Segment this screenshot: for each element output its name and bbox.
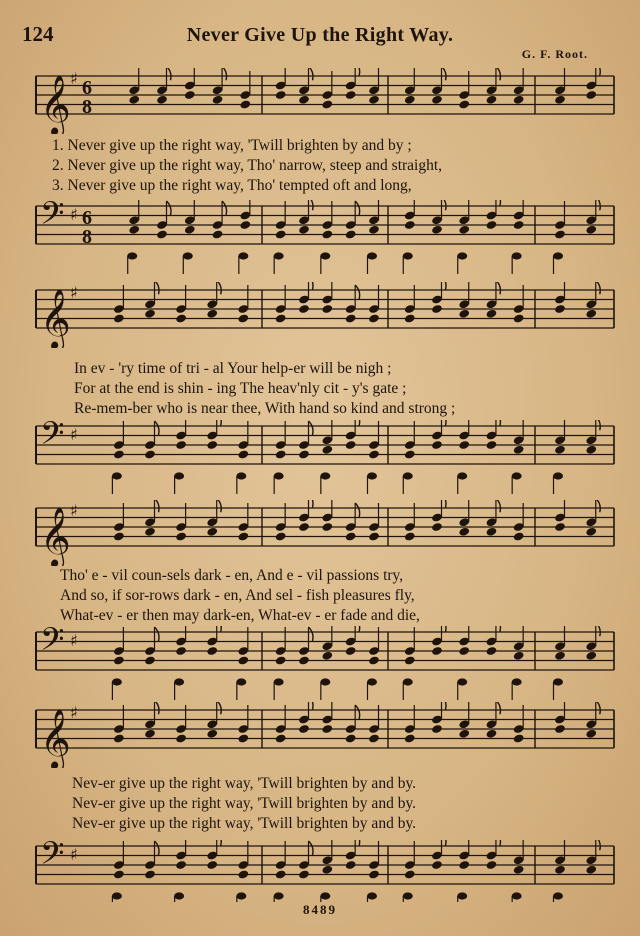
note-icon (458, 99, 470, 109)
note-icon (554, 304, 566, 314)
note-icon (144, 729, 156, 739)
sharp-icon: ♯ (70, 205, 78, 224)
note-icon (275, 449, 287, 459)
note-icon (206, 729, 218, 739)
note-icon (212, 229, 224, 239)
note-icon (175, 313, 187, 323)
note-icon (345, 90, 357, 100)
bass-clef-icon: 𝄢 (40, 840, 65, 879)
note-icon (113, 313, 125, 323)
note-icon (345, 646, 357, 656)
note-icon (237, 531, 249, 541)
note-icon (144, 869, 156, 879)
treble-staff (0, 702, 640, 768)
note-icon (368, 869, 380, 879)
lyric-line: What-ev - er then may dark-en, What-ev - er fade and die, (60, 607, 420, 624)
note-icon (404, 869, 416, 879)
note-icon (113, 733, 125, 743)
note-icon (486, 729, 498, 739)
note-icon (368, 95, 380, 105)
note-icon (431, 95, 443, 105)
time-signature-top: 6 (82, 207, 92, 229)
note-icon (156, 95, 168, 105)
note-icon (128, 95, 140, 105)
lyric-line: 1. Never give up the right way, 'Twill brighten by and by ; (52, 137, 412, 154)
note-icon (321, 651, 333, 661)
treble-clef-icon: 𝄞 (40, 289, 71, 348)
note-icon (237, 869, 249, 879)
note-icon (175, 860, 187, 870)
note-icon (298, 869, 310, 879)
note-icon (368, 655, 380, 665)
note-icon (345, 860, 357, 870)
note-icon (239, 99, 251, 109)
note-icon (237, 655, 249, 665)
note-icon (486, 860, 498, 870)
note-icon (513, 313, 525, 323)
note-icon (113, 869, 125, 879)
note-icon (404, 655, 416, 665)
note-icon (585, 309, 597, 319)
note-icon (458, 860, 470, 870)
note-icon (206, 646, 218, 656)
note-icon (513, 865, 525, 875)
note-icon (368, 733, 380, 743)
sharp-icon: ♯ (70, 69, 78, 88)
note-icon (175, 531, 187, 541)
note-icon (486, 309, 498, 319)
note-icon (458, 729, 470, 739)
note-icon (175, 733, 187, 743)
note-icon (298, 95, 310, 105)
note-icon (298, 304, 310, 314)
note-icon (298, 225, 310, 235)
note-icon (144, 527, 156, 537)
note-icon (458, 527, 470, 537)
treble-staff (0, 282, 640, 348)
note-icon (144, 309, 156, 319)
note-icon (554, 651, 566, 661)
bass-staff (0, 420, 640, 502)
note-icon (275, 655, 287, 665)
note-icon (275, 869, 287, 879)
note-icon (156, 229, 168, 239)
note-icon (513, 651, 525, 661)
note-icon (345, 733, 357, 743)
note-icon (298, 449, 310, 459)
note-icon (554, 229, 566, 239)
note-icon (404, 313, 416, 323)
note-icon (144, 449, 156, 459)
lyric-line: 2. Never give up the right way, Tho' narrow, steep and straight, (52, 157, 443, 174)
note-icon (585, 527, 597, 537)
lyric-line: Nev-er give up the right way, 'Twill brighten by and by. (72, 775, 417, 792)
note-icon (298, 522, 310, 532)
sharp-icon: ♯ (70, 703, 78, 722)
note-icon (458, 646, 470, 656)
hymn-title: Never Give Up the Right Way. (186, 24, 454, 46)
note-icon (486, 646, 498, 656)
note-icon (184, 225, 196, 235)
note-icon (345, 313, 357, 323)
note-icon (458, 440, 470, 450)
treble-staff (0, 68, 640, 134)
note-icon (431, 646, 443, 656)
note-icon (431, 860, 443, 870)
note-icon (212, 95, 224, 105)
note-icon (368, 313, 380, 323)
treble-clef-icon: 𝄞 (40, 709, 71, 768)
note-icon (585, 225, 597, 235)
note-icon (431, 522, 443, 532)
note-icon (404, 531, 416, 541)
note-icon (206, 440, 218, 450)
note-icon (585, 445, 597, 455)
bass-clef-icon: 𝄢 (40, 420, 65, 459)
note-icon (321, 522, 333, 532)
note-icon (431, 440, 443, 450)
time-signature-top: 6 (82, 77, 92, 99)
note-icon (513, 733, 525, 743)
note-icon (368, 531, 380, 541)
note-icon (237, 449, 249, 459)
page-number: 124 (22, 22, 54, 46)
note-icon (368, 225, 380, 235)
note-icon (554, 865, 566, 875)
note-icon (113, 449, 125, 459)
note-icon (239, 220, 251, 230)
note-icon (275, 229, 287, 239)
time-signature-bottom: 8 (82, 226, 92, 248)
note-icon (404, 220, 416, 230)
note-icon (113, 531, 125, 541)
composer-credit: G. F. Root. (521, 47, 588, 61)
note-icon (298, 655, 310, 665)
lyric-line: For at the end is shin - ing The heav'nly cit - y's gate ; (74, 380, 407, 397)
lyric-line: In ev - 'ry time of tri - al Your help-er will be nigh ; (74, 360, 392, 377)
note-icon (275, 733, 287, 743)
bass-clef-icon: 𝄢 (40, 626, 65, 665)
treble-clef-icon: 𝄞 (40, 75, 71, 134)
note-icon (321, 724, 333, 734)
bass-staff (0, 626, 640, 708)
note-icon (321, 445, 333, 455)
note-icon (458, 225, 470, 235)
note-icon (206, 309, 218, 319)
note-icon (128, 225, 140, 235)
note-icon (431, 304, 443, 314)
bass-staff (0, 840, 640, 902)
note-icon (486, 440, 498, 450)
note-icon (486, 95, 498, 105)
note-icon (113, 655, 125, 665)
note-icon (513, 445, 525, 455)
sharp-icon: ♯ (70, 845, 78, 864)
note-icon (321, 304, 333, 314)
lyric-line: Nev-er give up the right way, 'Twill brighten by and by. (72, 795, 417, 812)
treble-staff (0, 500, 640, 566)
note-icon (275, 90, 287, 100)
note-icon (554, 724, 566, 734)
note-icon (237, 313, 249, 323)
note-icon (275, 313, 287, 323)
note-icon (513, 531, 525, 541)
note-icon (585, 90, 597, 100)
note-icon (275, 531, 287, 541)
note-icon (486, 220, 498, 230)
note-icon (513, 95, 525, 105)
note-icon (458, 309, 470, 319)
note-icon (513, 220, 525, 230)
note-icon (554, 522, 566, 532)
treble-clef-icon: 𝄞 (40, 507, 71, 566)
sharp-icon: ♯ (70, 631, 78, 650)
note-icon (486, 527, 498, 537)
bass-clef-icon: 𝄢 (40, 200, 65, 239)
note-icon (404, 449, 416, 459)
lyric-line: Nev-er give up the right way, 'Twill brighten by and by. (72, 815, 417, 832)
note-icon (144, 655, 156, 665)
note-icon (585, 865, 597, 875)
note-icon (404, 733, 416, 743)
note-icon (345, 531, 357, 541)
note-icon (404, 95, 416, 105)
lyric-line: And so, if sor-rows dark - en, And sel - fish pleasures fly, (60, 587, 415, 604)
time-signature-bottom: 8 (82, 96, 92, 118)
note-icon (184, 90, 196, 100)
note-icon (585, 729, 597, 739)
note-icon (431, 225, 443, 235)
note-icon (368, 449, 380, 459)
note-icon (321, 865, 333, 875)
note-icon (585, 651, 597, 661)
note-icon (206, 527, 218, 537)
lyric-line: Re-mem-ber who is near thee, With hand so kind and strong ; (74, 400, 456, 417)
note-icon (175, 440, 187, 450)
note-icon (321, 229, 333, 239)
lyric-line: Tho' e - vil coun-sels dark - en, And e - vil passions try, (60, 567, 404, 584)
note-icon (321, 99, 333, 109)
sharp-icon: ♯ (70, 283, 78, 302)
note-icon (206, 860, 218, 870)
lyric-line: 3. Never give up the right way, Tho' tempted oft and long, (52, 177, 412, 194)
note-icon (175, 646, 187, 656)
plate-number: 8489 (303, 902, 337, 917)
sharp-icon: ♯ (70, 425, 78, 444)
note-icon (237, 733, 249, 743)
bass-staff (0, 200, 640, 282)
note-icon (554, 95, 566, 105)
note-icon (345, 440, 357, 450)
sharp-icon: ♯ (70, 501, 78, 520)
note-icon (554, 445, 566, 455)
note-icon (298, 724, 310, 734)
note-icon (431, 724, 443, 734)
note-icon (345, 229, 357, 239)
